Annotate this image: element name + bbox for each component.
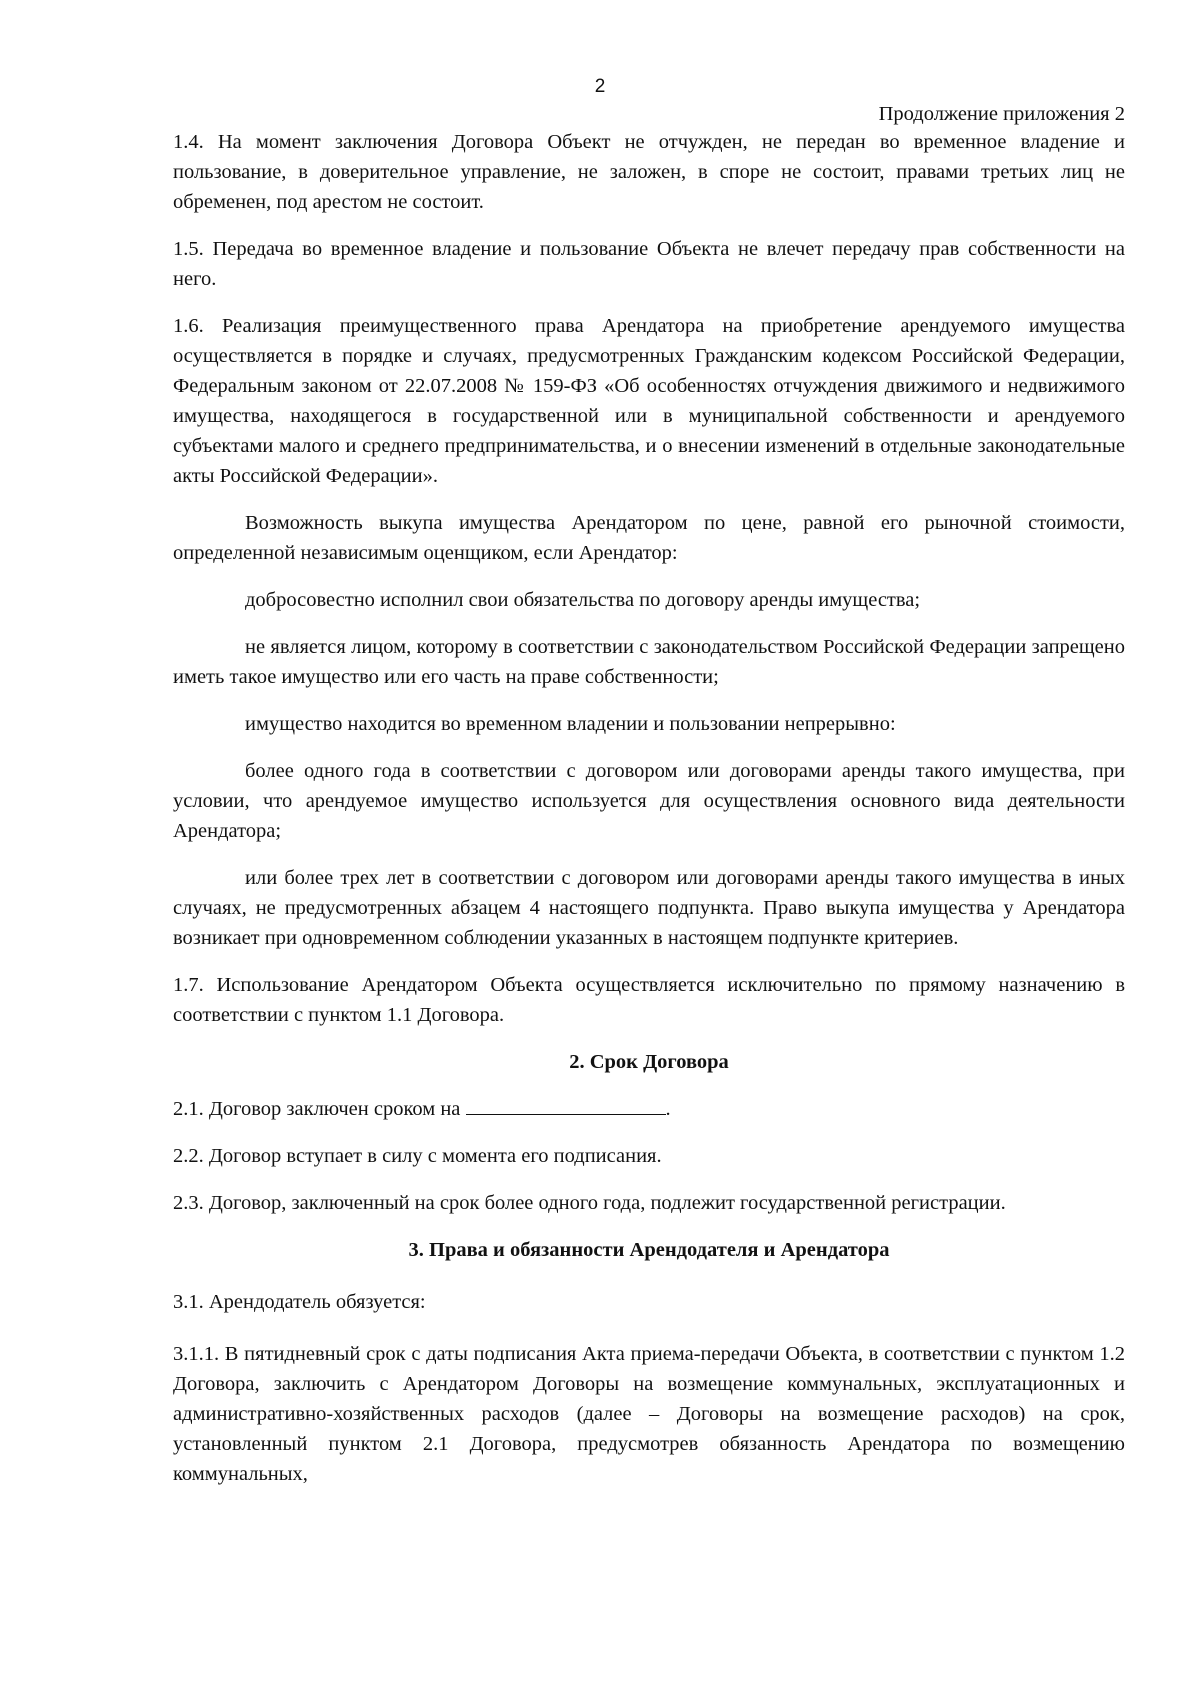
paragraph-1-7: 1.7. Использование Арендатором Объекта осуществляется исключительно по прямому назначению в соответствии с пунктом 1.1 Договора. (173, 974, 1125, 1026)
paragraph-2-2: 2.2. Договор вступает в силу с момента его подписания. (173, 1145, 662, 1167)
section-2-heading: 2. Срок Договора (569, 1051, 729, 1073)
paragraph-1-6: 1.6. Реализация преимущественного права Арендатора на приобретение арендуемого имущества осуществляется в порядке и случаях, предусмотренных Гражданским кодексом Российской Федерации, Федеральным законом от 22.07.2008 № 159-ФЗ «Об особенностях отчуждения движимого и недвижимого имущества, находящегося в государственной или в муниципальной собственности и арендуемого субъектами малого и среднего предпринимательства, и о внесении изменений в отдельные законодательные акты Российской Федерации». (173, 315, 1125, 487)
paragraph-condition-1: добросовестно исполнил свои обязательства по договору аренды имущества; (245, 589, 921, 611)
paragraph-2-1-text: 2.1. Договор заключен сроком на (173, 1098, 461, 1120)
paragraph-condition-5: или более трех лет в соответствии с договором или договорами аренды такого имущества в иных случаях, не предусмотренных абзацем 4 настоящего подпункта. Право выкупа имущества у Арендатора возникает при одновременном соблюдении указанных в настоящем подпункте критериев. (173, 867, 1125, 949)
paragraph-buyout: Возможность выкупа имущества Арендатором по цене, равной его рыночной стоимости, определенной независимым оценщиком, если Арендатор: (173, 512, 1125, 564)
continuation-label: Продолжение приложения 2 (878, 103, 1125, 125)
paragraph-condition-3: имущество находится во временном владении и пользовании непрерывно: (245, 713, 896, 735)
paragraph-2-3: 2.3. Договор, заключенный на срок более одного года, подлежит государственной регистрации. (173, 1192, 1006, 1214)
document-body (173, 127, 1125, 1506)
paragraph-condition-4: более одного года в соответствии с договором или договорами аренды такого имущества, при условии, что арендуемое имущество используется для осуществления основного вида деятельности Арендатора; (173, 760, 1125, 842)
paragraph-3-1: 3.1. Арендодатель обязуется: (173, 1291, 426, 1313)
paragraph-2-1-end: . (665, 1098, 671, 1120)
term-blank-line (466, 1096, 666, 1115)
paragraph-2-1 (173, 1094, 1125, 1124)
paragraph-1-4: 1.4. На момент заключения Договора Объект не отчужден, не передан во временное владение и пользование, в доверительное управление, не заложен, в споре не состоит, правами третьих лиц не обременен, под арестом не состоит. (173, 131, 1125, 213)
section-3-heading: 3. Права и обязанности Арендодателя и Арендатора (408, 1239, 890, 1261)
paragraph-condition-2: не является лицом, которому в соответствии с законодательством Российской Федерации запрещено иметь такое имущество или его часть на праве собственности; (173, 636, 1125, 688)
page-number: 2 (594, 76, 606, 97)
paragraph-3-1-1: 3.1.1. В пятидневный срок с даты подписания Акта приема-передачи Объекта, в соответствии с пунктом 1.2 Договора, заключить с Арендатором Договоры на возмещение коммунальных, эксплуатационных и административно-хозяйственных расходов (далее – Договоры на возмещение расходов) на срок, установленный пунктом 2.1 Договора, предусмотрев обязанность Арендатора по возмещению коммунальных, (173, 1343, 1125, 1485)
paragraph-1-5: 1.5. Передача во временное владение и пользование Объекта не влечет передачу прав собственности на него. (173, 238, 1125, 290)
